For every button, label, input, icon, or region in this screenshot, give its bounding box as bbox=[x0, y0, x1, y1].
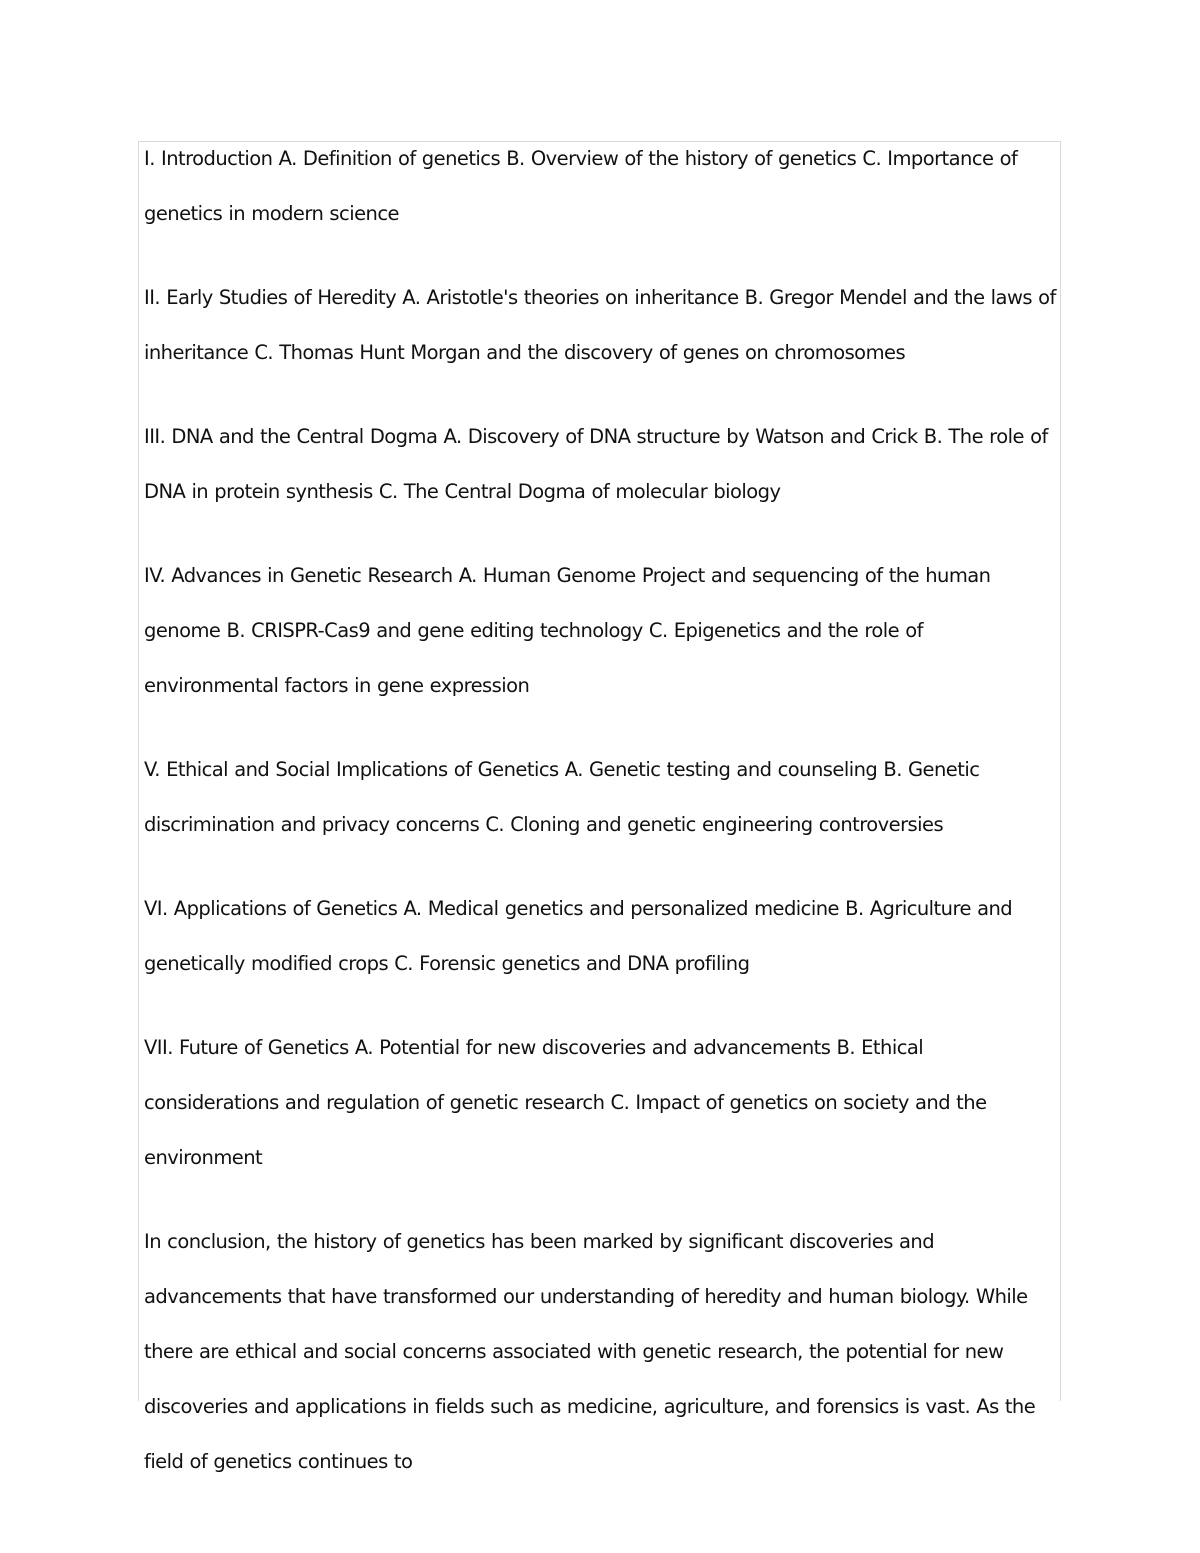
outline-section-applications: VI. Applications of Genetics A. Medical genetics and personalized medicine B. Agriculture and genetically modified crops C. Forensic genetics and DNA profiling bbox=[144, 897, 1013, 975]
outline-section-introduction: I. Introduction A. Definition of genetics B. Overview of the history of genetics C. Importance of genetics in modern science bbox=[144, 147, 1018, 225]
outline-section-future: VII. Future of Genetics A. Potential for new discoveries and advancements B. Ethical considerations and regulation of genetic research C. Impact of genetics on society and the environment bbox=[144, 1036, 987, 1169]
conclusion-paragraph: In conclusion, the history of genetics has been marked by significant discoveries and advancements that have transformed our understanding of heredity and human biology. While there are ethical and social concerns associated with genetic research, the potential for new discoveries and applications in fields such as medicine, agriculture, and forensics is vast. As the field of genetics continues to bbox=[144, 1230, 1036, 1473]
outline-section-dna-central-dogma: III. DNA and the Central Dogma A. Discovery of DNA structure by Watson and Crick B. The role of DNA in protein synthesis C. The Central Dogma of molecular biology bbox=[144, 425, 1048, 503]
outline-section-ethical-social: V. Ethical and Social Implications of Genetics A. Genetic testing and counseling B. Genetic discrimination and privacy concerns C. Cloning and genetic engineering controversies bbox=[144, 758, 980, 836]
outline-section-early-studies: II. Early Studies of Heredity A. Aristotle's theories on inheritance B. Gregor Mendel and the laws of inheritance C. Thomas Hunt Morgan and the discovery of genes on chromosomes bbox=[144, 286, 1056, 364]
document-body bbox=[139, 131, 1060, 1489]
outline-section-advances: IV. Advances in Genetic Research A. Human Genome Project and sequencing of the human genome B. CRISPR-Cas9 and gene editing technology C. Epigenetics and the role of environmental factors in gene expression bbox=[144, 564, 991, 697]
document-frame bbox=[138, 141, 1061, 1473]
